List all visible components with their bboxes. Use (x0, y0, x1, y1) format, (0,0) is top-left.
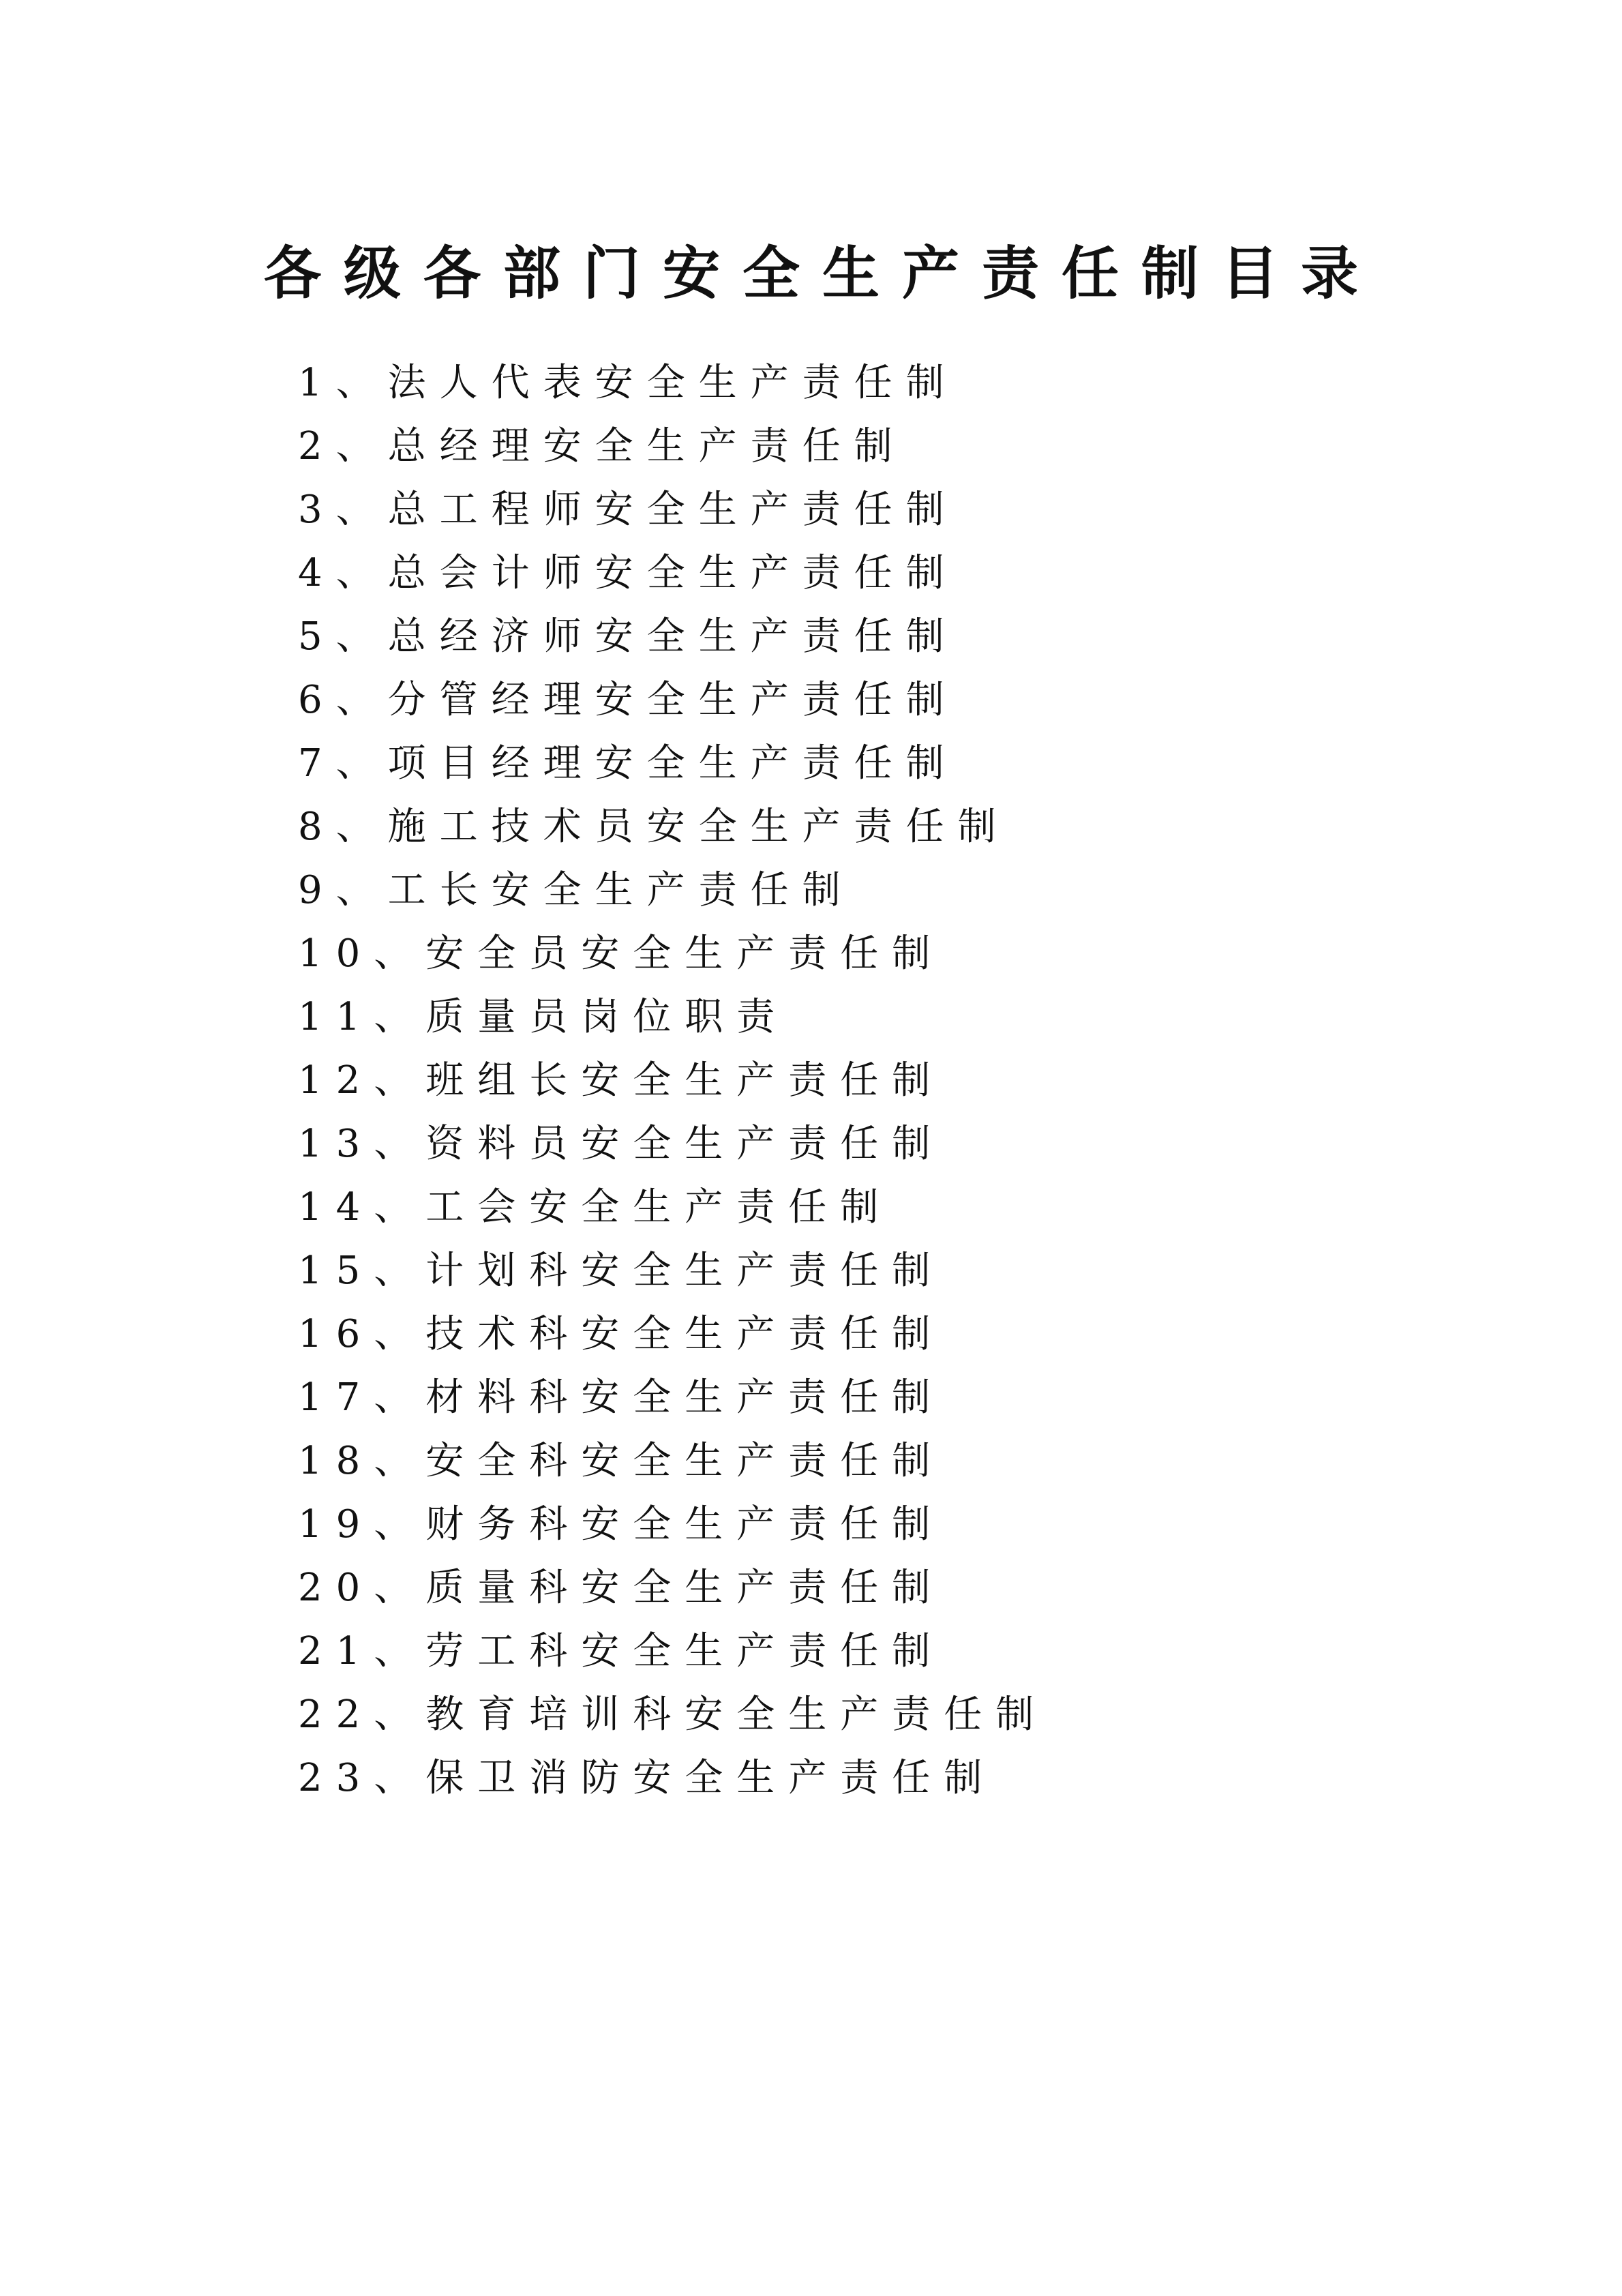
list-item-label: 工会安全生产责任制 (425, 1185, 892, 1229)
list-item-number: 1、 (298, 361, 388, 405)
list-item-label: 教育培训科安全生产责任制 (425, 1693, 1048, 1737)
list-item-label: 技术科安全生产责任制 (425, 1312, 944, 1356)
list-item-label: 财务科安全生产责任制 (425, 1502, 944, 1547)
list-item-number: 18、 (298, 1439, 426, 1483)
list-item-label: 总经济师安全生产责任制 (387, 614, 958, 659)
list-item-label: 分管经理安全生产责任制 (387, 678, 958, 722)
list-item (298, 1620, 1047, 1683)
list-item-number: 7、 (298, 741, 388, 786)
list-item (298, 415, 1047, 478)
list-item-number: 22、 (298, 1693, 426, 1737)
list-item-label: 法人代表安全生产责任制 (387, 361, 958, 405)
list-item-label: 总会计师安全生产责任制 (387, 551, 958, 595)
list-item (298, 1112, 1047, 1176)
list-item-label: 总经理安全生产责任制 (387, 424, 906, 468)
list-item-number: 23、 (298, 1756, 426, 1800)
list-item (298, 795, 1047, 859)
list-item (298, 1493, 1047, 1556)
list-item-number: 9、 (298, 868, 388, 912)
list-item (298, 1746, 1047, 1810)
list-item-label: 总工程师安全生产责任制 (387, 488, 958, 532)
list-item-label: 保卫消防安全生产责任制 (425, 1756, 996, 1800)
list-item-number: 5、 (298, 614, 388, 659)
list-item-number: 2、 (298, 424, 388, 468)
list-item-number: 14、 (298, 1185, 426, 1229)
list-item (298, 859, 1047, 922)
list-item-label: 质量员岗位职责 (425, 995, 789, 1039)
list-item (298, 1429, 1047, 1493)
list-item-number: 8、 (298, 805, 388, 849)
list-item-label: 质量科安全生产责任制 (425, 1566, 944, 1610)
list-item-label: 劳工科安全生产责任制 (425, 1629, 944, 1673)
list-item-label: 工长安全生产责任制 (387, 868, 854, 912)
list-item (298, 541, 1047, 605)
list-item-label: 项目经理安全生产责任制 (387, 741, 958, 786)
list-item-number: 19、 (298, 1502, 426, 1547)
list-item (298, 732, 1047, 795)
list-item-number: 12、 (298, 1058, 426, 1103)
table-of-contents (298, 351, 1047, 1810)
list-item-label: 安全科安全生产责任制 (425, 1439, 944, 1483)
list-item (298, 668, 1047, 732)
list-item-label: 资料员安全生产责任制 (425, 1122, 944, 1166)
list-item-label: 施工技术员安全生产责任制 (387, 805, 1010, 849)
list-item-number: 17、 (298, 1375, 426, 1420)
list-item-number: 6、 (298, 678, 388, 722)
list-item (298, 1239, 1047, 1302)
list-item-number: 21、 (298, 1629, 426, 1673)
list-item-number: 3、 (298, 488, 388, 532)
list-item-number: 10、 (298, 931, 426, 976)
list-item (298, 351, 1047, 415)
list-item-label: 安全员安全生产责任制 (425, 931, 944, 976)
list-item (298, 1302, 1047, 1366)
list-item-label: 材料科安全生产责任制 (425, 1375, 944, 1420)
list-item (298, 605, 1047, 668)
list-item (298, 1049, 1047, 1112)
list-item (298, 1556, 1047, 1620)
list-item (298, 922, 1047, 985)
list-item-number: 20、 (298, 1566, 426, 1610)
list-item-label: 班组长安全生产责任制 (425, 1058, 944, 1103)
list-item-number: 16、 (298, 1312, 426, 1356)
list-item (298, 1683, 1047, 1746)
list-item (298, 1366, 1047, 1429)
list-item (298, 985, 1047, 1049)
list-item (298, 478, 1047, 541)
list-item-number: 15、 (298, 1249, 426, 1293)
list-item (298, 1176, 1047, 1239)
list-item-number: 11、 (298, 995, 426, 1039)
list-item-label: 计划科安全生产责任制 (425, 1249, 944, 1293)
page-title: 各级各部门安全生产责任制目录 (263, 240, 1381, 308)
list-item-number: 4、 (298, 551, 388, 595)
list-item-number: 13、 (298, 1122, 426, 1166)
